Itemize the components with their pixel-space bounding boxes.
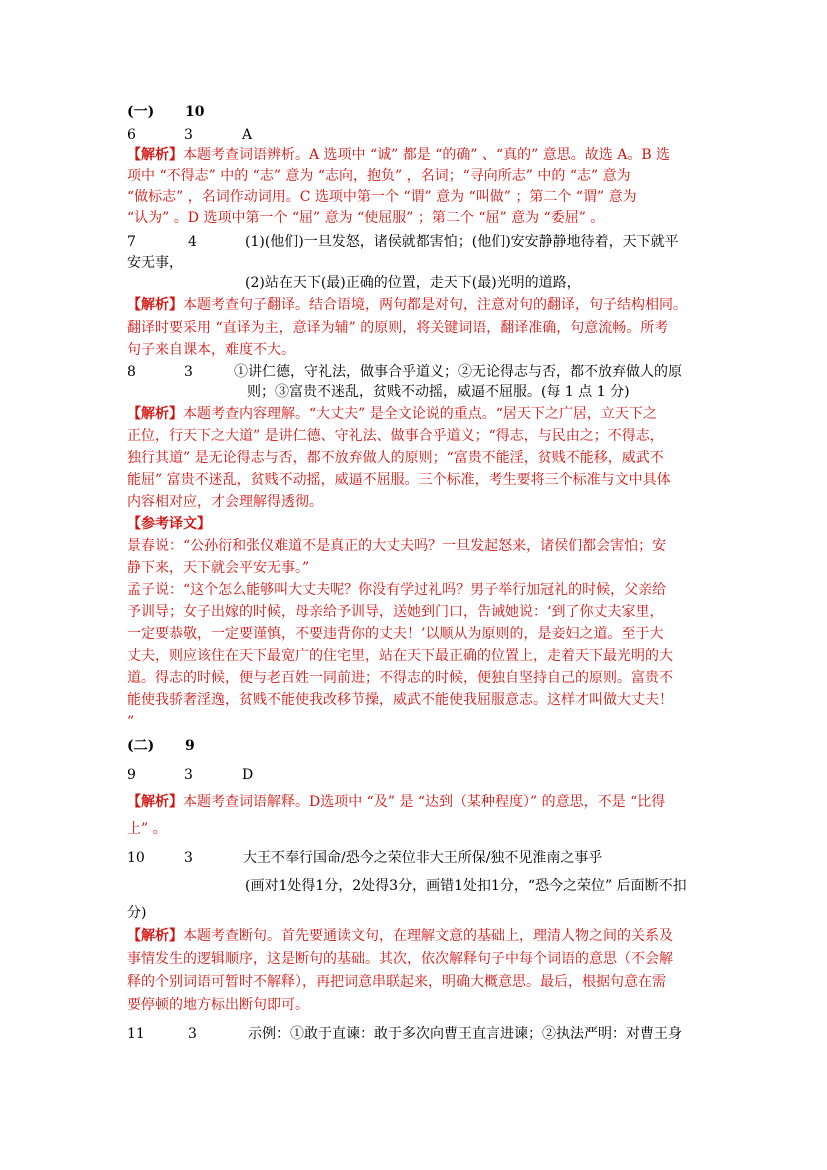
q8-answer-row xyxy=(127,362,682,382)
q6-answer-row xyxy=(127,125,253,145)
q6-number: 6 xyxy=(127,127,136,143)
translation-line: ” xyxy=(127,714,135,730)
q7-number: 7 xyxy=(127,234,136,250)
q6-answer: A xyxy=(242,127,253,143)
q8-analysis-line: 内容相对应，才会理解得透彻。 xyxy=(127,494,323,510)
q9-analysis-line: 上” 。 xyxy=(127,821,167,837)
q8-points: 3 xyxy=(184,364,193,380)
q7-analysis-line: 句子来自课本，难度不大。 xyxy=(127,342,295,358)
translation-line: 予训导；女子出嫁的时候，母亲给予训导，送她到门口，告诫她说：‘到了你丈夫家里， xyxy=(127,604,664,620)
q8-analysis-line xyxy=(127,404,657,424)
q10-analysis-line xyxy=(127,926,673,946)
q6-points: 3 xyxy=(184,127,193,143)
section-2-header xyxy=(127,736,195,756)
q9-answer-row xyxy=(127,765,254,785)
q10-analysis-line: 要停顿的地方标出断句即可。 xyxy=(127,997,309,1013)
q6-analysis-line: “认为” 。D 选项中第一个 “屈” 意为 “使屈服” ；第二个 “屈” 意为 “委屈” 。 xyxy=(127,210,605,226)
translation-heading: 【参考译文】 xyxy=(127,516,211,532)
q6-analysis-tag: 【解析】 xyxy=(127,147,183,163)
q10-analysis-line: 释的个别词语可暂时不解释），再把词意串联起来，明确大概意思。最后，根据句意在需 xyxy=(127,974,666,990)
section-2-score: 9 xyxy=(185,738,195,754)
q8-analysis-line: 正位，行天下之大道” 是讲仁德、守礼法、做事合乎道义；“得志，与民由之；不得志， xyxy=(127,428,664,444)
q11-number: 11 xyxy=(127,1026,145,1042)
q6-analysis-line: “做标志” ，名词作动词用。C 选项中第一个 “谓” 意为 “叫做” ；第二个 “谓” 意为 xyxy=(127,189,637,205)
q8-answer-1: ①讲仁德，守礼法，做事合乎道义；②无论得志与否，都不放弃做人的原 xyxy=(234,364,682,380)
translation-line: 道。得志的时候，便与老百姓一同前进；不得志的时候，便独自坚持自己的原则。富贵不 xyxy=(127,670,673,686)
q6-analysis-line: 项中 “不得志” 中的 “志” 意为 “志向，抱负” ，名词；“寻向所志” 中的 “志” 意为 xyxy=(127,168,631,184)
q10-analysis-tag: 【解析】 xyxy=(127,928,183,944)
q9-number: 9 xyxy=(127,767,136,783)
q9-analysis-text: 本题考查词语解释。D选项中 “及” 是 “达到（某种程度）” 的意思，不是 “比得 xyxy=(183,794,666,810)
q7-answer-1-cont: 安无事， xyxy=(127,255,183,271)
section-1-score: 10 xyxy=(185,104,205,120)
q10-scoring-note: (画对1处得1分，2处得3分，画错1处扣1分，“恐今之荣位” 后面断不扣 xyxy=(245,878,687,894)
translation-line: 能使我骄奢淫逸，贫贱不能使我改移节操，威武不能使我屈服意志。这样才叫做大丈夫！ xyxy=(127,692,673,708)
q11-answer-row xyxy=(127,1024,682,1044)
section-2-label: (二) xyxy=(127,738,155,754)
q9-analysis-tag: 【解析】 xyxy=(127,794,183,810)
q7-answer-row xyxy=(127,232,679,252)
q10-answer: 大王不奉行国命/恐今之荣位非大王所保/独不见淮南之事乎 xyxy=(243,850,603,866)
translation-line: 景春说：“公孙衍和张仪难道不是真正的大丈夫吗？一旦发起怒来，诸侯们都会害怕；安 xyxy=(127,538,667,554)
q11-answer: 示例：①敢于直谏：敢于多次向曹王直言进谏；②执法严明：对曹王身 xyxy=(248,1026,682,1042)
translation-line: 孟子说：“这个怎么能够叫大丈夫呢？你没有学过礼吗？男子举行加冠礼的时候，父亲给 xyxy=(127,582,667,598)
q7-points: 4 xyxy=(188,234,197,250)
q8-analysis-text: 本题考查内容理解。“大丈夫” 是全文论说的重点。“居天下之广居，立天下之 xyxy=(183,406,657,422)
section-1-header xyxy=(127,102,205,122)
q10-number: 10 xyxy=(127,850,145,866)
q10-points: 3 xyxy=(184,850,193,866)
q8-answer-2: 则；③富贵不迷乱，贫贱不动摇，威逼不屈服。(每 1 点 1 分) xyxy=(247,384,630,400)
q10-answer-row xyxy=(127,848,603,868)
q7-analysis-text: 本题考查句子翻译。结合语境，两句都是对句，注意对句的翻译，句子结构相同。 xyxy=(183,297,687,313)
q10-analysis-text: 本题考查断句。首先要通读文句，在理解文意的基础上，理清人物之间的关系及 xyxy=(183,928,673,944)
q10-analysis-line: 事情发生的逻辑顺序，这是断句的基础。其次，依次解释句子中每个词语的意思（不会解 xyxy=(127,951,673,967)
q7-answer-1: (1)(他们)一旦发怒，诸侯就都害怕；(他们)安安静静地待着，天下就平 xyxy=(245,234,679,250)
section-1-label: (一) xyxy=(127,104,155,120)
q9-analysis-line xyxy=(127,792,665,812)
q6-analysis-text: 本题考查词语辨析。A 选项中 “诚” 都是 “的确” 、“真的” 意思。故选 A。B 选 xyxy=(183,147,671,163)
q11-points: 3 xyxy=(188,1026,197,1042)
q7-analysis-tag: 【解析】 xyxy=(127,297,183,313)
q9-points: 3 xyxy=(184,767,193,783)
q10-scoring-note-cont: 分) xyxy=(127,905,147,921)
q8-analysis-line: 独行其道” 是无论得志与否，都不放弃做人的原则；“富贵不能淫，贫贱不能移，威武不 xyxy=(127,450,664,466)
q6-analysis-line xyxy=(127,145,670,165)
q9-answer: D xyxy=(242,767,254,783)
translation-line: 一定要恭敬，一定要谨慎，不要违背你的丈夫！’以顺从为原则的，是妾妇之道。至于大 xyxy=(127,626,664,642)
q8-number: 8 xyxy=(127,364,136,380)
translation-line: 丈夫，则应该住在天下最宽广的住宅里，站在天下最正确的位置上，走着天下最光明的大 xyxy=(127,648,673,664)
translation-line: 静下来，天下就会平安无事。” xyxy=(127,560,310,576)
q7-analysis-line: 翻译时要采用 “直译为主，意译为辅” 的原则，将关键词语，翻译准确，句意流畅。所考 xyxy=(127,320,669,336)
q8-analysis-line: 能屈” 富贵不迷乱，贫贱不动摇，威逼不屈服。三个标准，考生要将三个标准与文中具体 xyxy=(127,472,671,488)
q7-analysis-line xyxy=(127,295,687,315)
q8-analysis-tag: 【解析】 xyxy=(127,406,183,422)
q7-answer-2: (2)站在天下(最)正确的位置，走天下(最)光明的道路， xyxy=(245,275,581,291)
